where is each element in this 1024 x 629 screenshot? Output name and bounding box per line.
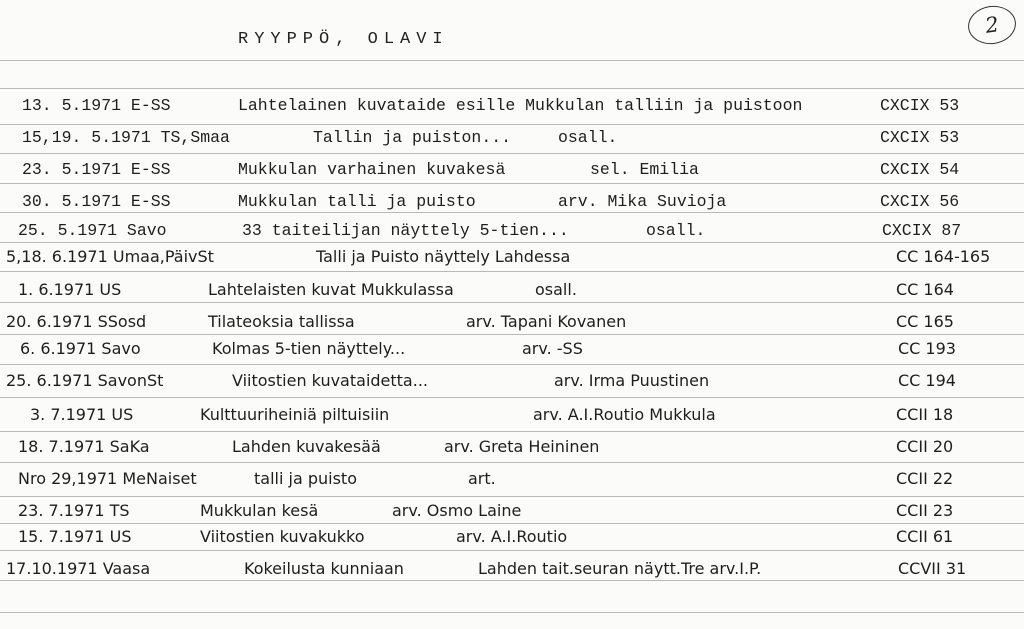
entry-date-source: 23. 7.1971 TS xyxy=(18,501,130,520)
ruled-line xyxy=(0,462,1024,463)
entry-date-source: 17.10.1971 Vaasa xyxy=(6,559,151,578)
entry-reference: CCII 61 xyxy=(896,527,954,546)
entry-note: arv. Irma Puustinen xyxy=(554,371,710,390)
entry-note: arv. Osmo Laine xyxy=(392,501,522,520)
ruled-line xyxy=(0,153,1024,154)
entry-title: Kulttuuriheiniä piltuisiin xyxy=(200,405,390,424)
entry-row xyxy=(0,402,1024,428)
entry-date-source: 6. 6.1971 Savo xyxy=(20,339,141,358)
entry-title: Kokeilusta kunniaan xyxy=(244,559,404,578)
ruled-line xyxy=(0,550,1024,551)
entry-date-source: Nro 29,1971 MeNaiset xyxy=(18,469,197,488)
entry-title: Tallin ja puiston... xyxy=(313,128,512,147)
card-title: RYYPPÖ, OLAVI xyxy=(238,30,449,49)
entry-reference: CC 165 xyxy=(896,312,954,331)
entry-note: arv. Greta Heininen xyxy=(444,437,600,456)
entry-note: osall. xyxy=(646,221,706,240)
entry-date-source: 30. 5.1971 E-SS xyxy=(22,192,171,211)
entry-note: osall. xyxy=(558,128,618,147)
entry-note: arv. A.I.Routio xyxy=(456,527,568,546)
entry-row xyxy=(0,189,1024,215)
entry-row xyxy=(0,498,1024,524)
entry-reference: CXCIX 54 xyxy=(880,160,960,179)
entry-date-source: 20. 6.1971 SSosd xyxy=(6,312,147,331)
entry-date-source: 1. 6.1971 US xyxy=(18,280,122,299)
entry-reference: CCII 22 xyxy=(896,469,954,488)
entry-title: Tilateoksia tallissa xyxy=(208,312,355,331)
entry-reference: CC 164 xyxy=(896,280,954,299)
entry-row xyxy=(0,93,1024,119)
ruled-line xyxy=(0,60,1024,61)
entry-row xyxy=(0,524,1024,550)
entry-reference: CXCIX 53 xyxy=(880,128,960,147)
entry-date-source: 18. 7.1971 SaKa xyxy=(18,437,150,456)
entry-row xyxy=(0,336,1024,362)
entry-date-source: 5,18. 6.1971 Umaa,PäivSt xyxy=(6,247,214,266)
entry-title: Lahden kuvakesää xyxy=(232,437,381,456)
entry-title: talli ja puisto xyxy=(254,469,357,488)
entry-title: Viitostien kuvataidetta... xyxy=(232,371,428,390)
entry-title: Talli ja Puisto näyttely Lahdessa xyxy=(316,247,571,266)
entry-date-source: 23. 5.1971 E-SS xyxy=(22,160,171,179)
entry-row xyxy=(0,244,1024,270)
ruled-line xyxy=(0,364,1024,365)
ruled-line xyxy=(0,88,1024,89)
page-number-circle: 2 xyxy=(966,3,1019,47)
entry-date-source: 15,19. 5.1971 TS,Smaa xyxy=(22,128,230,147)
entry-title: Mukkulan kesä xyxy=(200,501,319,520)
ruled-line xyxy=(0,397,1024,398)
entry-title: Mukkulan varhainen kuvakesä xyxy=(238,160,506,179)
entry-title: Kolmas 5-tien näyttely... xyxy=(212,339,406,358)
entry-reference: CCVII 31 xyxy=(898,559,967,578)
entry-note: Lahden tait.seuran näytt.Tre arv.I.P. xyxy=(478,559,762,578)
entry-reference: CC 194 xyxy=(898,371,956,390)
entry-reference: CCII 20 xyxy=(896,437,954,456)
entry-row xyxy=(0,277,1024,303)
entry-note: art. xyxy=(468,469,496,488)
ruled-line xyxy=(0,496,1024,497)
entry-row xyxy=(0,556,1024,582)
entry-date-source: 13. 5.1971 E-SS xyxy=(22,96,171,115)
entry-row xyxy=(0,309,1024,335)
entry-reference: CXCIX 56 xyxy=(880,192,960,211)
entry-reference: CCII 18 xyxy=(896,405,954,424)
entry-row xyxy=(0,157,1024,183)
entry-date-source: 25. 5.1971 Savo xyxy=(18,221,167,240)
entry-reference: CC 164-165 xyxy=(896,247,991,266)
entry-date-source: 25. 6.1971 SavonSt xyxy=(6,371,164,390)
entry-row xyxy=(0,434,1024,460)
entry-reference: CCII 23 xyxy=(896,501,954,520)
entry-row xyxy=(0,466,1024,492)
entry-reference: CXCIX 53 xyxy=(880,96,960,115)
entry-date-source: 15. 7.1971 US xyxy=(18,527,132,546)
ruled-line xyxy=(0,431,1024,432)
entry-row xyxy=(0,218,1024,244)
entry-note: arv. Tapani Kovanen xyxy=(466,312,627,331)
entry-title: Lahtelaisten kuvat Mukkulassa xyxy=(208,280,454,299)
entry-note: sel. Emilia xyxy=(590,160,699,179)
entry-reference: CC 193 xyxy=(898,339,956,358)
entry-title: Mukkulan talli ja puisto xyxy=(238,192,476,211)
ruled-line xyxy=(0,183,1024,184)
ruled-line xyxy=(0,612,1024,613)
entry-title: Lahtelainen kuvataide esille Mukkulan talliin ja puistoon xyxy=(238,96,803,115)
entry-title: 33 taiteilijan näyttely 5-tien... xyxy=(242,221,569,240)
entry-row xyxy=(0,125,1024,151)
entry-note: arv. -SS xyxy=(522,339,583,358)
entry-note: arv. A.I.Routio Mukkula xyxy=(533,405,716,424)
ruled-line xyxy=(0,271,1024,272)
entry-note: arv. Mika Suvioja xyxy=(558,192,727,211)
entry-title: Viitostien kuvakukko xyxy=(200,527,365,546)
entry-date-source: 3. 7.1971 US xyxy=(30,405,134,424)
entry-note: osall. xyxy=(535,280,577,299)
entry-reference: CXCIX 87 xyxy=(882,221,962,240)
entry-row xyxy=(0,368,1024,394)
